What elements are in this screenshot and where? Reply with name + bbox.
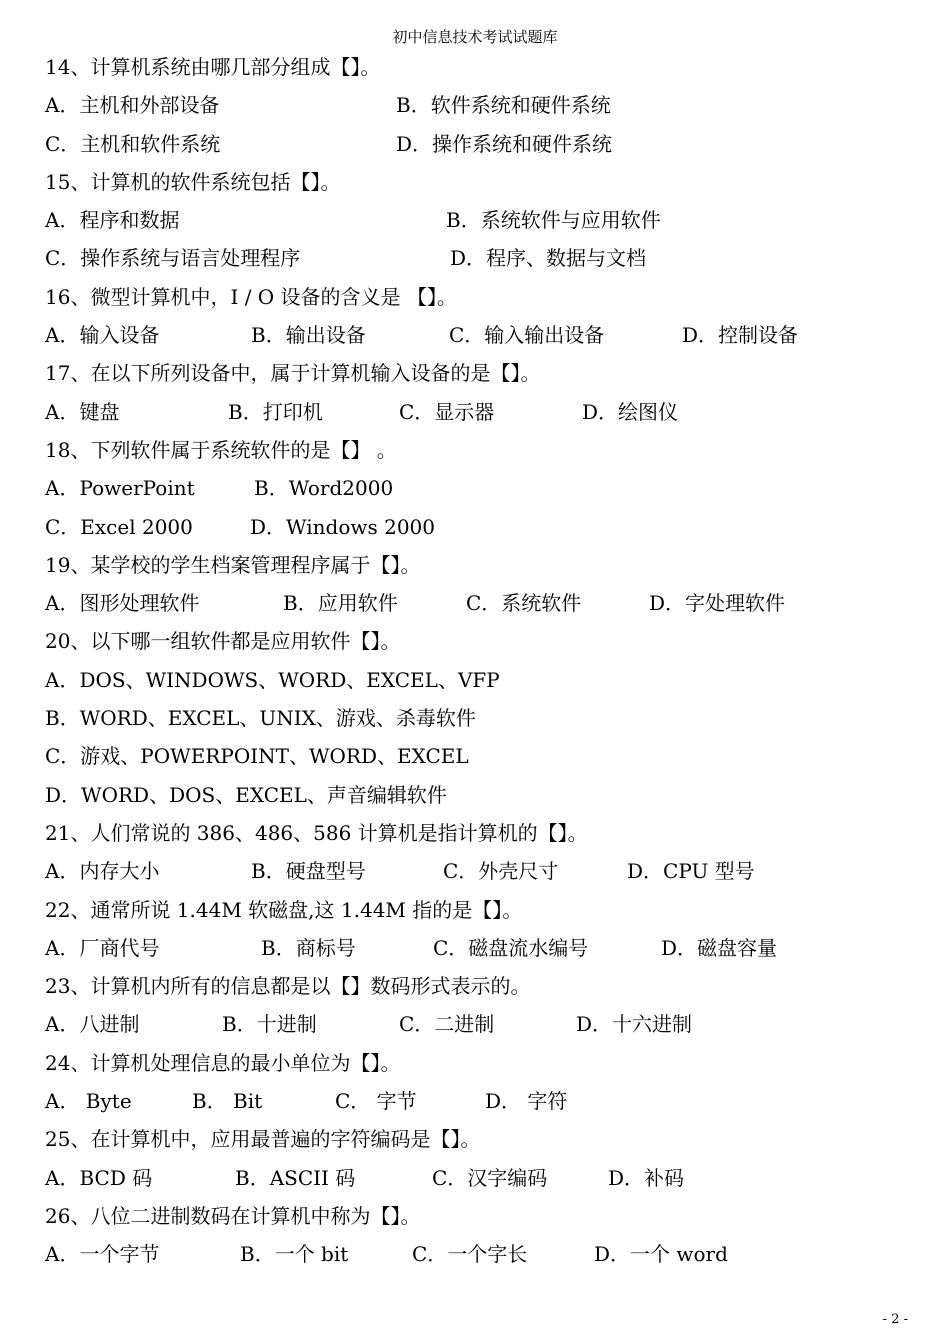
option: D．字处理软件	[649, 591, 786, 616]
question-stem: 17、在以下所列设备中，属于计算机输入设备的是【】。	[45, 361, 541, 386]
option: A．BCD 码	[45, 1165, 153, 1190]
option: C．外壳尺寸	[443, 859, 559, 884]
option: A．八进制	[45, 1012, 140, 1037]
option: A．DOS、WINDOWS、WORD、EXCEL、VFP	[45, 667, 500, 692]
option: C．Excel 2000	[45, 514, 193, 539]
option: B．输出设备	[251, 323, 366, 348]
option: A．一个字节	[45, 1242, 160, 1267]
option: D．程序、数据与文档	[450, 246, 647, 271]
option-row	[45, 393, 925, 431]
question-stem: 19、某学校的学生档案管理程序属于【】。	[45, 552, 421, 577]
option: B．WORD、EXCEL、UNIX、游戏、杀毒软件	[45, 706, 476, 731]
option: B．应用软件	[283, 591, 398, 616]
option-row	[45, 86, 925, 124]
option: A．键盘	[45, 399, 120, 424]
option-row	[45, 239, 925, 277]
option: C．系统软件	[466, 591, 582, 616]
page-header: 初中信息技术考试试题库	[392, 28, 558, 46]
option-row	[45, 584, 925, 622]
question-stem: 22、通常所说 1.44M 软磁盘,这 1.44M 指的是【】。	[45, 897, 523, 922]
option: D．操作系统和硬件系统	[396, 131, 613, 156]
option: D． 字符	[485, 1089, 568, 1114]
question-stem: 25、在计算机中，应用最普遍的字符编码是【】。	[45, 1127, 481, 1152]
option: D．磁盘容量	[661, 935, 778, 960]
question-stem: 18、下列软件属于系统软件的是【】 。	[45, 437, 397, 462]
option: C．显示器	[399, 399, 495, 424]
option: A．图形处理软件	[45, 591, 200, 616]
option-row	[45, 929, 925, 967]
option: D．WORD、DOS、EXCEL、声音编辑软件	[45, 782, 447, 807]
option-row	[45, 1235, 925, 1273]
option: C．输入输出设备	[449, 323, 605, 348]
question-stem: 23、计算机内所有的信息都是以【】数码形式表示的。	[45, 974, 531, 999]
option-row	[45, 852, 925, 890]
option: D．一个 word	[594, 1242, 728, 1267]
option: A．主机和外部设备	[45, 93, 220, 118]
option: C．主机和软件系统	[45, 131, 221, 156]
option: B．系统软件与应用软件	[446, 208, 661, 233]
option: A． Byte	[45, 1089, 132, 1114]
option: D．十六进制	[576, 1012, 693, 1037]
option-row	[45, 469, 925, 507]
option-row	[45, 737, 925, 775]
question-stem: 15、计算机的软件系统包括【】。	[45, 169, 341, 194]
option-row	[45, 661, 925, 699]
option: D．CPU 型号	[627, 859, 755, 884]
option: B．十进制	[222, 1012, 317, 1037]
option: B． Bit	[192, 1089, 263, 1114]
question-stem: 24、计算机处理信息的最小单位为【】。	[45, 1050, 401, 1075]
option-row	[45, 508, 925, 546]
option-row	[45, 699, 925, 737]
option: A．PowerPoint	[45, 476, 195, 501]
option: A．厂商代号	[45, 935, 160, 960]
page-number: - 2 -	[882, 1312, 908, 1327]
option: D．控制设备	[682, 323, 799, 348]
option-row	[45, 125, 925, 163]
question-stem: 14、计算机系统由哪几部分组成【】。	[45, 55, 381, 79]
option: B．商标号	[261, 935, 356, 960]
question-stem: 16、微型计算机中，I / O 设备的含义是 【】。	[45, 284, 457, 309]
option-row	[45, 1159, 925, 1197]
option: D．Windows 2000	[250, 514, 435, 539]
option-row	[45, 1005, 925, 1043]
option: C．操作系统与语言处理程序	[45, 246, 301, 271]
option: B．打印机	[228, 399, 323, 424]
option: C．磁盘流水编号	[433, 935, 589, 960]
option: C． 字节	[335, 1089, 417, 1114]
option: A．程序和数据	[45, 208, 180, 233]
option: A．输入设备	[45, 323, 160, 348]
option: B．Word2000	[254, 476, 394, 501]
option: C．二进制	[399, 1012, 495, 1037]
question-stem: 26、八位二进制数码在计算机中称为【】。	[45, 1203, 421, 1228]
question-stem: 21、人们常说的 386、486、586 计算机是指计算机的【】。	[45, 820, 588, 845]
option: B．ASCII 码	[235, 1165, 356, 1190]
option: B．硬盘型号	[251, 859, 366, 884]
option: B．一个 bit	[240, 1242, 349, 1267]
option: C．一个字长	[412, 1242, 528, 1267]
question-stem: 20、以下哪一组软件都是应用软件【】。	[45, 629, 401, 654]
option: A．内存大小	[45, 859, 160, 884]
option: D．绘图仪	[582, 399, 679, 424]
option: B．软件系统和硬件系统	[396, 93, 611, 118]
option-row	[45, 1082, 925, 1120]
option-row	[45, 316, 925, 354]
option-row	[45, 201, 925, 239]
option: C．汉字编码	[432, 1165, 548, 1190]
option: D．补码	[608, 1165, 685, 1190]
option-row	[45, 776, 925, 814]
option: C．游戏、POWERPOINT、WORD、EXCEL	[45, 744, 469, 769]
question-list	[45, 48, 925, 1274]
